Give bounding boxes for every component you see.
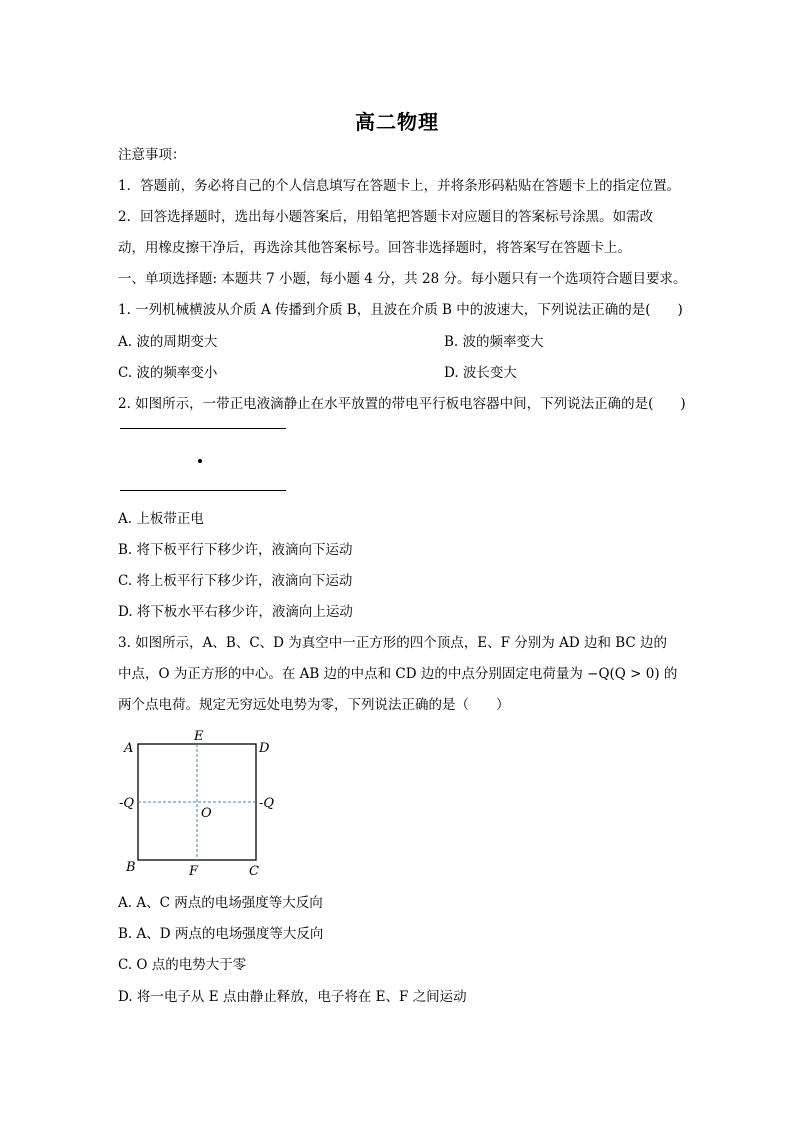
capacitor-lower-plate bbox=[120, 490, 286, 491]
q3-option-b: B. A、D 两点的电场强度等大反向 bbox=[118, 926, 324, 942]
q1-option-c: C. 波的频率变小 bbox=[118, 365, 218, 381]
point-label-f: F bbox=[189, 864, 199, 879]
charge-label-right: -Q bbox=[259, 796, 275, 811]
charged-droplet bbox=[198, 459, 202, 463]
vertex-label-d: D bbox=[259, 741, 270, 756]
q3-stem-line-1: 3. 如图所示，A、B、C、D 为真空中一正方形的四个顶点，E、F 分别为 AD 边和 BC 边的 bbox=[118, 635, 668, 651]
capacitor-upper-plate bbox=[120, 428, 286, 429]
q2-option-d: D. 将下板水平右移少许，液滴向上运动 bbox=[118, 604, 353, 620]
q3-option-c: C. O 点的电势大于零 bbox=[118, 957, 247, 973]
section-heading: 一、单项选择题: 本题共 7 小题，每小题 4 分，共 28 分。每小题只有一个选项符合题目要求。 bbox=[118, 271, 687, 287]
charge-label-left: -Q bbox=[119, 796, 135, 811]
notice-item-2a: 2．回答选择题时，选出每小题答案后，用铅笔把答题卡对应题目的答案标号涂黑。如需改 bbox=[118, 209, 654, 225]
notice-item-1: 1．答题前，务必将自己的个人信息填写在答题卡上，并将条形码粘贴在答题卡上的指定位置。 bbox=[118, 178, 681, 194]
vertex-label-c: C bbox=[249, 864, 259, 879]
q2-option-a: A. 上板带正电 bbox=[118, 511, 204, 527]
square-charge-diagram bbox=[112, 726, 292, 882]
center-label-o: O bbox=[201, 806, 212, 821]
q2-stem: 2. 如图所示，一带正电液滴静止在水平放置的带电平行板电容器中间，下列说法正确的是( ) bbox=[118, 396, 686, 412]
q3-stem-line-3: 两个点电荷。规定无穷远处电势为零，下列说法正确的是（ ） bbox=[118, 697, 510, 713]
q1-option-a: A. 波的周期变大 bbox=[118, 334, 218, 350]
vertex-label-b: B bbox=[126, 860, 136, 875]
vertex-label-a: A bbox=[124, 741, 134, 756]
q1-stem: 1. 一列机械横波从介质 A 传播到介质 B，且波在介质 B 中的波速大，下列说法正确的是( ) bbox=[118, 302, 683, 318]
q1-option-b: B. 波的频率变大 bbox=[444, 334, 544, 350]
q2-option-c: C. 将上板平行下移少许，液滴向下运动 bbox=[118, 573, 353, 589]
q3-option-a: A. A、C 两点的电场强度等大反向 bbox=[118, 895, 323, 911]
notice-heading: 注意事项： bbox=[118, 147, 186, 163]
point-label-e: E bbox=[194, 729, 204, 744]
q1-option-d: D. 波长变大 bbox=[444, 365, 517, 381]
q2-option-b: B. 将下板平行下移少许，液滴向下运动 bbox=[118, 542, 353, 558]
q3-stem-line-2: 中点，O 为正方形的中心。在 AB 边的中点和 CD 边的中点分别固定电荷量为 −Q(Q > 0) 的 bbox=[118, 666, 678, 682]
page-title: 高二物理 bbox=[355, 110, 439, 134]
notice-item-2b: 动，用橡皮擦干净后，再选涂其他答案标号。回答非选择题时，将答案写在答题卡上。 bbox=[118, 240, 631, 256]
q3-option-d: D. 将一电子从 E 点由静止释放，电子将在 E、F 之间运动 bbox=[118, 989, 467, 1005]
